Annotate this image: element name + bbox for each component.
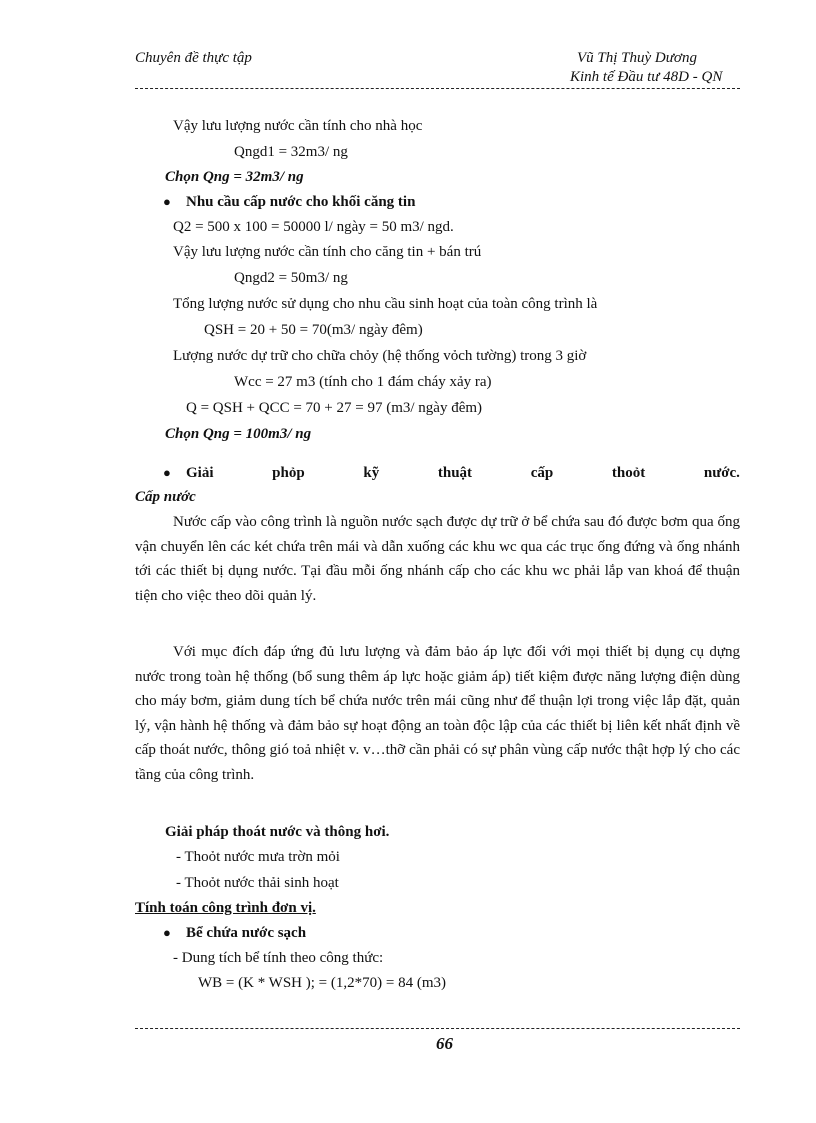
paragraph-text: Với mục đích đáp ứng đủ lưu lượng và đảm bảo áp lực đối với mọi thiết bị dụng cụ dựng nước trong toàn hệ thống (bổ sung thêm áp lực hoặc giảm áp) tiết kiệm được năng lượng điện dùng cho máy bơm, giảm dung tích bể chứa nước trên mái cũng như để thuận lợi trong việc lắp đặt, quản lý, vận hành hệ thống và đảm bảo sự hoạt động an toàn độc lập của các thiết bị liên kết nhất định về cấp thoát nước, thông gió toả nhiệt v. v…thỡ cần phải có sự phân vùng cấp nước thật hợp lý cho các tầng của công trình. <box>135 644 740 783</box>
heading-word: cấp <box>530 465 554 481</box>
text-line: Vậy lưu lượng nước cần tính cho căng tin + bán trú <box>173 244 482 260</box>
paragraph-text: Nước cấp vào công trình là nguồn nước sạch được dự trữ ở bể chứa sau đó được bơm qua ống vận chuyển lên các két chứa trên mái và dẫn xuống các khu wc qua các trục ống đứng và ống nhánh tới các thiết bị dụng nước. Tại đầu mỗi ống nhánh cấp cho các khu wc phải lắp van khoá để thuận tiện cho việc theo dõi quản lý. <box>135 514 740 604</box>
text-line: - Dung tích bể tính theo công thức: <box>173 950 384 966</box>
header-author: Vũ Thị Thuỳ Dương <box>577 50 697 66</box>
page-number: 66 <box>436 1034 453 1053</box>
choice-line: Chọn Qng = 100m3/ ng <box>165 426 312 442</box>
paragraph <box>135 640 740 788</box>
bullet-icon: ● <box>163 194 171 209</box>
header-course: Kinh tế Đầu tư 48D - QN <box>570 69 723 85</box>
formula-line: Wcc = 27 m3 (tính cho 1 đám cháy xảy ra) <box>234 374 492 390</box>
heading-word: kỹ <box>363 465 380 481</box>
heading-word: nước. <box>703 465 740 481</box>
header-left-title: Chuyên đề thực tập <box>135 50 252 66</box>
bullet-icon: ● <box>163 925 171 940</box>
formula-line: Q = QSH + QCC = 70 + 27 = 97 (m3/ ngày đêm) <box>186 400 483 416</box>
heading-word: phỏp <box>272 465 305 481</box>
text-line: Vậy lưu lượng nước cần tính cho nhà học <box>173 118 423 134</box>
section-heading: Tính toán công trình đơn vị. <box>135 900 316 916</box>
section-heading: Nhu cầu cấp nước cho khối căng tin <box>186 194 416 210</box>
heading-word: Giải <box>186 465 214 481</box>
text-line: Tổng lượng nước sử dụng cho nhu cầu sinh hoạt của toàn công trình là <box>173 296 598 312</box>
list-item: - Thoỏt nước thải sinh hoạt <box>176 875 339 891</box>
formula-line: Q2 = 500 x 100 = 50000 l/ ngày = 50 m3/ ngd. <box>173 219 454 235</box>
choice-line: Chọn Qng = 32m3/ ng <box>165 169 304 185</box>
formula-line: Qngd2 = 50m3/ ng <box>234 270 348 286</box>
section-heading-justified <box>186 463 740 483</box>
list-item: - Thoỏt nước mưa trờn mỏi <box>176 849 340 865</box>
text-line: Lượng nước dự trữ cho chữa chỏy (hệ thống vỏch tường) trong 3 giờ <box>173 348 587 364</box>
paragraph <box>135 510 740 608</box>
formula-line: Qngd1 = 32m3/ ng <box>234 144 348 160</box>
formula-line: QSH = 20 + 50 = 70(m3/ ngày đêm) <box>204 322 423 338</box>
formula-line: WB = (K * WSH ); = (1,2*70) = 84 (m3) <box>198 975 446 991</box>
header-rule <box>135 88 740 89</box>
heading-word: thuật <box>437 465 473 481</box>
section-heading: Giải pháp thoát nước và thông hơi. <box>165 824 390 840</box>
bullet-icon: ● <box>163 465 171 480</box>
subheading: Cấp nước <box>135 489 196 505</box>
footer-rule <box>135 1028 740 1029</box>
section-heading: Bể chứa nước sạch <box>186 925 307 941</box>
heading-word: thoỏt <box>611 465 646 481</box>
